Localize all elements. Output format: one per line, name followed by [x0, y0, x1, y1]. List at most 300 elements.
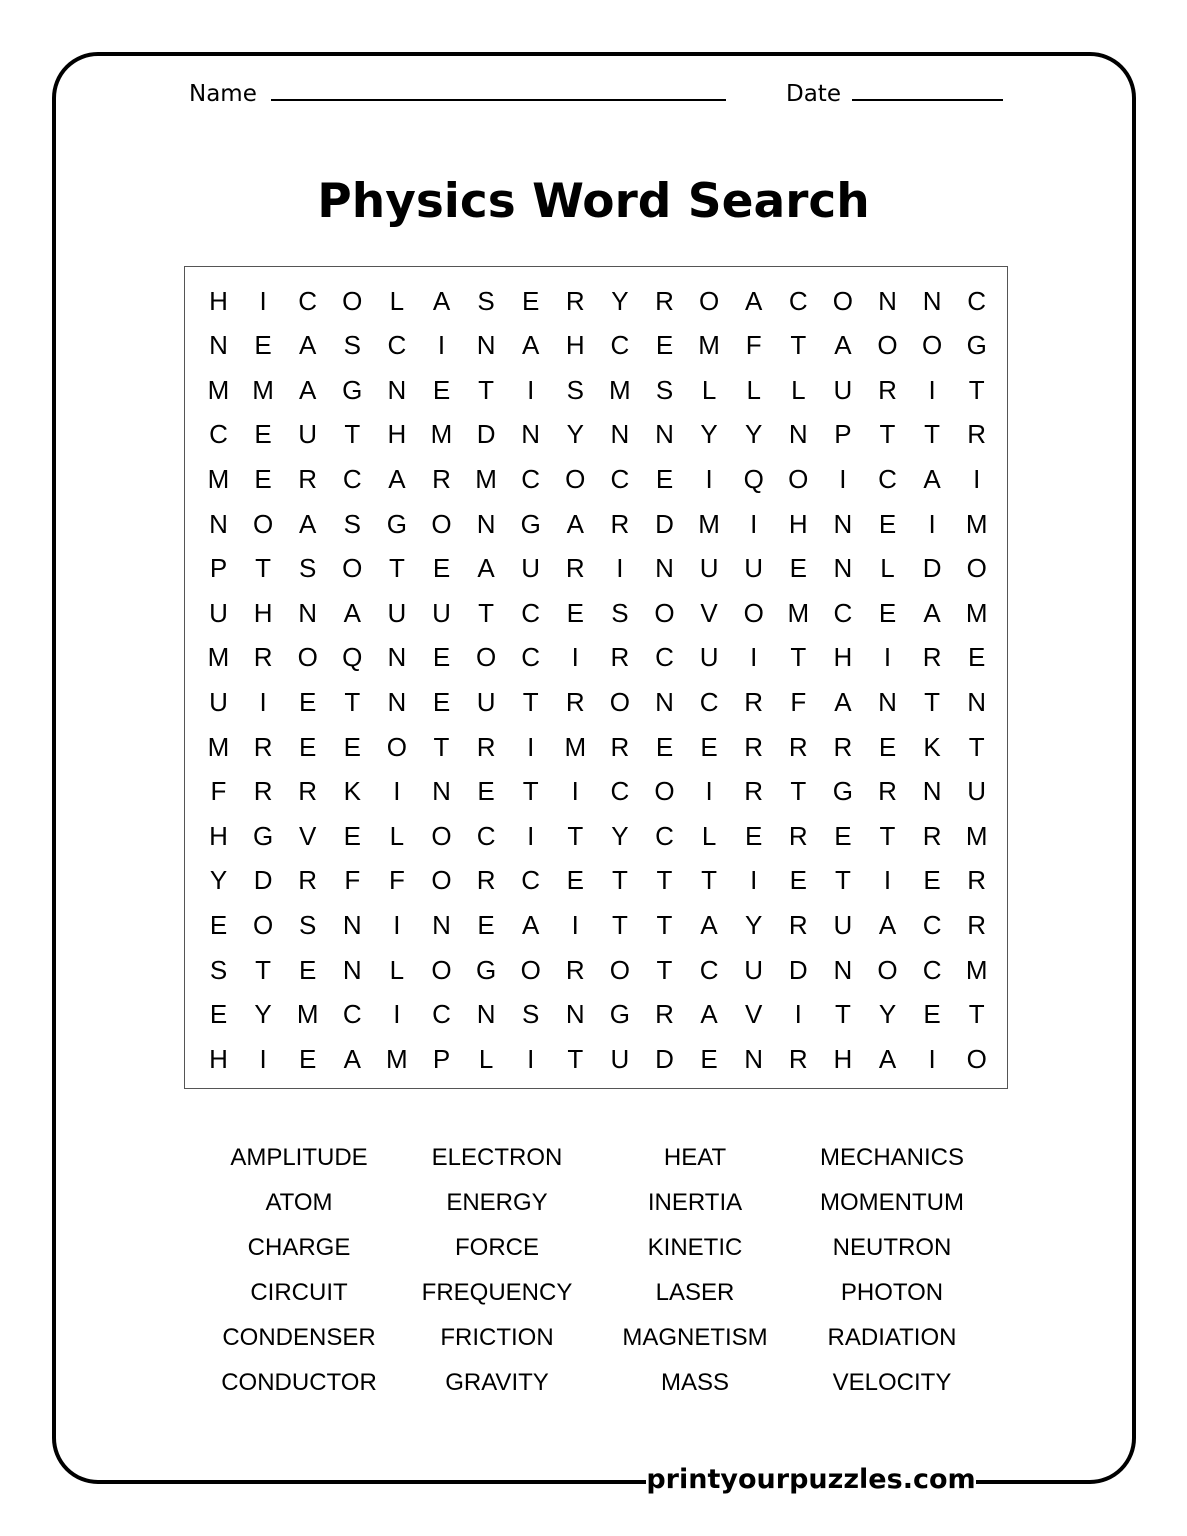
grid-letter[interactable]: C [521, 642, 541, 673]
grid-letter[interactable]: S [299, 553, 317, 584]
grid-letter[interactable]: I [437, 330, 446, 361]
grid-letter[interactable]: C [610, 463, 630, 494]
grid-letter[interactable]: C [342, 999, 362, 1030]
grid-letter[interactable]: N [655, 553, 674, 584]
grid-letter[interactable]: O [609, 954, 630, 985]
grid-letter[interactable]: G [520, 508, 541, 539]
grid-letter[interactable]: P [432, 1043, 451, 1074]
grid-letter[interactable]: R [878, 776, 897, 807]
grid-letter[interactable]: E [299, 954, 317, 985]
grid-letter[interactable]: A [299, 374, 317, 405]
grid-letter[interactable]: O [565, 463, 586, 494]
grid-letter[interactable]: U [209, 686, 228, 717]
grid-letter[interactable]: U [476, 686, 496, 717]
grid-letter[interactable]: N [655, 686, 674, 717]
grid-letter[interactable]: O [431, 954, 452, 985]
grid-letter[interactable]: R [476, 865, 496, 896]
grid-letter[interactable]: V [299, 820, 317, 851]
grid-letter[interactable]: C [699, 686, 719, 717]
grid-letter[interactable]: A [388, 463, 406, 494]
grid-letter[interactable]: R [476, 731, 496, 762]
grid-letter[interactable]: E [789, 865, 807, 896]
grid-letter[interactable]: E [477, 909, 495, 940]
grid-letter[interactable]: E [432, 374, 451, 405]
grid-letter[interactable]: G [342, 374, 363, 405]
grid-letter[interactable]: U [744, 553, 764, 584]
grid-letter[interactable]: T [834, 999, 851, 1030]
grid-letter[interactable]: T [790, 330, 807, 361]
grid-letter[interactable]: R [253, 642, 273, 673]
grid-letter[interactable]: I [393, 909, 401, 940]
grid-letter[interactable]: N [209, 330, 228, 361]
grid-letter[interactable]: T [656, 954, 673, 985]
grid-letter[interactable]: I [705, 463, 713, 494]
grid-letter[interactable]: O [877, 954, 898, 985]
grid-letter[interactable]: Y [611, 820, 629, 851]
grid-letter[interactable]: N [878, 686, 897, 717]
grid-letter[interactable]: N [521, 419, 541, 450]
grid-letter[interactable]: Y [745, 419, 763, 450]
grid-letter[interactable]: O [520, 954, 541, 985]
grid-letter[interactable]: A [522, 330, 540, 361]
grid-letter[interactable]: C [655, 820, 674, 851]
grid-letter[interactable]: C [521, 463, 541, 494]
grid-letter[interactable]: I [259, 285, 267, 316]
grid-letter[interactable]: V [745, 999, 763, 1030]
grid-letter[interactable]: T [968, 374, 985, 405]
grid-letter[interactable]: O [832, 285, 853, 316]
grid-letter[interactable]: E [254, 463, 272, 494]
grid-letter[interactable]: O [966, 1043, 987, 1074]
grid-letter[interactable]: A [299, 330, 317, 361]
grid-letter[interactable]: O [297, 642, 318, 673]
grid-letter[interactable]: I [259, 1043, 267, 1074]
grid-letter[interactable]: F [210, 776, 227, 807]
grid-letter[interactable]: A [432, 285, 451, 316]
grid-letter[interactable]: R [610, 731, 630, 762]
grid-letter[interactable]: O [342, 285, 363, 316]
grid-letter[interactable]: C [610, 776, 630, 807]
grid-letter[interactable]: S [655, 374, 674, 405]
grid-letter[interactable]: K [923, 731, 941, 762]
grid-letter[interactable]: I [928, 1043, 936, 1074]
grid-letter[interactable]: N [744, 1043, 764, 1074]
grid-letter[interactable]: M [965, 597, 988, 628]
grid-letter[interactable]: I [259, 686, 267, 717]
grid-letter[interactable]: E [655, 330, 674, 361]
grid-letter[interactable]: C [521, 597, 541, 628]
grid-letter[interactable]: L [389, 820, 405, 851]
grid-letter[interactable]: R [565, 686, 585, 717]
grid-letter[interactable]: N [788, 419, 808, 450]
grid-letter[interactable]: T [924, 686, 941, 717]
grid-letter[interactable]: E [209, 999, 228, 1030]
grid-letter[interactable]: O [877, 330, 898, 361]
grid-letter[interactable]: U [699, 553, 719, 584]
grid-letter[interactable]: A [477, 553, 495, 584]
grid-letter[interactable]: U [833, 909, 853, 940]
grid-letter[interactable]: H [209, 285, 228, 316]
grid-letter[interactable]: N [833, 553, 853, 584]
grid-letter[interactable]: T [701, 865, 718, 896]
grid-letter[interactable]: R [833, 731, 853, 762]
grid-letter[interactable]: I [928, 508, 936, 539]
grid-letter[interactable]: O [431, 820, 452, 851]
grid-letter[interactable]: U [744, 954, 764, 985]
grid-letter[interactable]: I [527, 1043, 535, 1074]
grid-letter[interactable]: C [610, 330, 630, 361]
grid-letter[interactable]: I [883, 865, 892, 896]
grid-letter[interactable]: Y [878, 999, 897, 1030]
grid-letter[interactable]: N [342, 909, 362, 940]
grid-letter[interactable]: T [790, 642, 807, 673]
grid-letter[interactable]: O [475, 642, 497, 673]
grid-letter[interactable]: M [965, 820, 988, 851]
grid-letter[interactable]: T [433, 731, 450, 762]
grid-letter[interactable]: N [878, 285, 897, 316]
grid-letter[interactable]: T [790, 776, 807, 807]
grid-letter[interactable]: N [432, 909, 451, 940]
grid-letter[interactable]: O [654, 597, 675, 628]
grid-letter[interactable]: G [832, 776, 853, 807]
grid-letter[interactable]: Q [342, 642, 363, 673]
grid-letter[interactable]: T [344, 419, 361, 450]
grid-letter[interactable]: T [522, 776, 539, 807]
grid-letter[interactable]: N [922, 285, 942, 316]
grid-letter[interactable]: N [476, 508, 496, 539]
grid-letter[interactable]: T [255, 553, 272, 584]
grid-letter[interactable]: L [701, 820, 717, 851]
grid-letter[interactable]: I [571, 642, 579, 673]
grid-letter[interactable]: O [921, 330, 943, 361]
grid-letter[interactable]: Y [745, 909, 763, 940]
grid-letter[interactable]: T [388, 553, 405, 584]
grid-letter[interactable]: T [656, 865, 673, 896]
grid-letter[interactable]: E [432, 686, 451, 717]
grid-letter[interactable]: I [883, 642, 892, 673]
grid-letter[interactable]: E [209, 909, 228, 940]
grid-letter[interactable]: C [922, 954, 942, 985]
grid-letter[interactable]: S [209, 954, 228, 985]
grid-letter[interactable]: I [750, 865, 758, 896]
grid-letter[interactable]: H [209, 820, 228, 851]
grid-letter[interactable]: I [571, 776, 579, 807]
grid-letter[interactable]: M [787, 597, 810, 628]
grid-letter[interactable]: E [432, 642, 451, 673]
grid-letter[interactable]: I [839, 463, 847, 494]
grid-letter[interactable]: I [973, 463, 981, 494]
grid-letter[interactable]: M [207, 374, 230, 405]
grid-letter[interactable]: C [298, 285, 318, 316]
grid-letter[interactable]: S [343, 330, 361, 361]
grid-letter[interactable]: G [966, 330, 987, 361]
grid-letter[interactable]: N [387, 686, 407, 717]
grid-letter[interactable]: L [880, 553, 895, 584]
grid-letter[interactable]: O [386, 731, 407, 762]
grid-letter[interactable]: Q [743, 463, 764, 494]
grid-letter[interactable]: E [432, 553, 451, 584]
grid-letter[interactable]: F [745, 330, 762, 361]
grid-letter[interactable]: V [700, 597, 718, 628]
grid-letter[interactable]: R [298, 776, 318, 807]
grid-letter[interactable]: N [342, 954, 362, 985]
grid-letter[interactable]: O [252, 508, 274, 539]
grid-letter[interactable]: I [527, 820, 535, 851]
grid-letter[interactable]: U [699, 642, 719, 673]
grid-letter[interactable]: R [788, 820, 808, 851]
grid-letter[interactable]: U [967, 776, 987, 807]
grid-letter[interactable]: E [968, 642, 986, 673]
grid-letter[interactable]: C [387, 330, 407, 361]
grid-letter[interactable]: R [788, 1043, 808, 1074]
grid-letter[interactable]: E [700, 731, 718, 762]
grid-letter[interactable]: H [209, 1043, 228, 1074]
grid-letter[interactable]: R [922, 820, 942, 851]
grid-letter[interactable]: O [431, 865, 452, 896]
grid-letter[interactable]: E [254, 330, 272, 361]
grid-letter[interactable]: I [750, 508, 758, 539]
grid-letter[interactable]: M [252, 374, 274, 405]
grid-letter[interactable]: R [432, 463, 451, 494]
grid-letter[interactable]: E [655, 463, 674, 494]
grid-letter[interactable]: R [788, 909, 808, 940]
grid-letter[interactable]: E [700, 1043, 718, 1074]
grid-letter[interactable]: M [609, 374, 631, 405]
grid-letter[interactable]: N [565, 999, 585, 1030]
grid-letter[interactable]: N [967, 686, 987, 717]
grid-letter[interactable]: U [387, 597, 407, 628]
grid-letter[interactable]: R [610, 508, 630, 539]
grid-letter[interactable]: A [878, 909, 897, 940]
grid-letter[interactable]: M [475, 463, 497, 494]
grid-letter[interactable]: A [923, 597, 941, 628]
grid-letter[interactable]: A [522, 909, 540, 940]
grid-letter[interactable]: O [431, 508, 452, 539]
grid-letter[interactable]: C [432, 999, 451, 1030]
grid-letter[interactable]: R [967, 909, 987, 940]
grid-letter[interactable]: E [522, 285, 540, 316]
grid-letter[interactable]: R [878, 374, 897, 405]
grid-letter[interactable]: O [342, 553, 363, 584]
grid-letter[interactable]: H [565, 330, 585, 361]
grid-letter[interactable]: A [566, 508, 584, 539]
grid-letter[interactable]: H [788, 508, 808, 539]
name-line[interactable] [271, 99, 726, 101]
grid-letter[interactable]: T [611, 909, 628, 940]
grid-letter[interactable]: T [478, 374, 495, 405]
grid-letter[interactable]: I [393, 999, 401, 1030]
grid-letter[interactable]: U [610, 1043, 630, 1074]
grid-letter[interactable]: D [253, 865, 273, 896]
grid-letter[interactable]: A [878, 1043, 897, 1074]
grid-letter[interactable]: T [567, 820, 584, 851]
grid-letter[interactable]: A [299, 508, 317, 539]
grid-letter[interactable]: N [298, 597, 318, 628]
grid-letter[interactable]: E [655, 731, 674, 762]
grid-letter[interactable]: Y [700, 419, 718, 450]
grid-letter[interactable]: D [788, 954, 808, 985]
grid-letter[interactable]: T [656, 909, 673, 940]
grid-letter[interactable]: M [698, 330, 720, 361]
grid-letter[interactable]: R [565, 553, 585, 584]
date-line[interactable] [852, 99, 1003, 101]
grid-letter[interactable]: E [299, 1043, 317, 1074]
grid-letter[interactable]: S [477, 285, 495, 316]
grid-letter[interactable]: N [833, 508, 853, 539]
grid-letter[interactable]: E [299, 731, 317, 762]
grid-letter[interactable]: D [655, 508, 674, 539]
grid-letter[interactable]: U [521, 553, 541, 584]
grid-letter[interactable]: C [521, 865, 541, 896]
grid-letter[interactable]: A [700, 999, 718, 1030]
grid-letter[interactable]: T [522, 686, 539, 717]
grid-letter[interactable]: N [922, 776, 942, 807]
grid-letter[interactable]: E [878, 508, 897, 539]
grid-letter[interactable]: D [655, 1043, 674, 1074]
grid-letter[interactable]: T [255, 954, 272, 985]
grid-letter[interactable]: R [253, 731, 273, 762]
grid-letter[interactable]: M [207, 463, 230, 494]
grid-letter[interactable]: E [878, 731, 897, 762]
grid-letter[interactable]: H [833, 1043, 853, 1074]
grid-letter[interactable]: F [790, 686, 807, 717]
grid-letter[interactable]: N [387, 642, 407, 673]
grid-letter[interactable]: N [655, 419, 674, 450]
grid-letter[interactable]: I [527, 374, 535, 405]
grid-letter[interactable]: S [566, 374, 584, 405]
grid-letter[interactable]: M [564, 731, 587, 762]
grid-letter[interactable]: R [253, 776, 273, 807]
grid-letter[interactable]: L [389, 954, 405, 985]
grid-letter[interactable]: T [924, 419, 941, 450]
grid-letter[interactable]: N [209, 508, 228, 539]
grid-letter[interactable]: C [209, 419, 228, 450]
grid-letter[interactable]: S [299, 909, 317, 940]
grid-letter[interactable]: A [834, 686, 852, 717]
grid-letter[interactable]: Y [611, 285, 629, 316]
grid-letter[interactable]: O [698, 285, 720, 316]
grid-letter[interactable]: I [794, 999, 802, 1030]
grid-letter[interactable]: C [788, 285, 808, 316]
grid-letter[interactable]: O [654, 776, 675, 807]
grid-letter[interactable]: H [833, 642, 853, 673]
grid-letter[interactable]: R [744, 686, 764, 717]
grid-letter[interactable]: E [343, 731, 361, 762]
grid-letter[interactable]: R [565, 954, 585, 985]
grid-letter[interactable]: C [699, 954, 719, 985]
grid-letter[interactable]: L [791, 374, 806, 405]
grid-letter[interactable]: E [343, 820, 361, 851]
grid-letter[interactable]: E [477, 776, 495, 807]
grid-letter[interactable]: I [928, 374, 936, 405]
grid-letter[interactable]: U [432, 597, 451, 628]
grid-letter[interactable]: H [387, 419, 407, 450]
grid-letter[interactable]: M [207, 642, 230, 673]
grid-letter[interactable]: Y [566, 419, 584, 450]
grid-letter[interactable]: O [966, 553, 987, 584]
grid-letter[interactable]: L [746, 374, 761, 405]
grid-letter[interactable]: M [698, 508, 720, 539]
grid-letter[interactable]: C [476, 820, 496, 851]
grid-letter[interactable]: E [878, 597, 897, 628]
grid-letter[interactable]: C [878, 463, 897, 494]
grid-letter[interactable]: S [611, 597, 629, 628]
grid-letter[interactable]: T [879, 820, 896, 851]
grid-letter[interactable]: E [923, 999, 941, 1030]
grid-letter[interactable]: T [879, 419, 896, 450]
grid-letter[interactable]: K [343, 776, 361, 807]
grid-letter[interactable]: M [207, 731, 230, 762]
grid-letter[interactable]: N [833, 954, 853, 985]
grid-letter[interactable]: I [705, 776, 713, 807]
grid-letter[interactable]: R [744, 776, 764, 807]
grid-letter[interactable]: R [655, 285, 674, 316]
grid-letter[interactable]: N [432, 776, 451, 807]
grid-letter[interactable]: C [342, 463, 362, 494]
grid-letter[interactable]: I [527, 731, 535, 762]
grid-letter[interactable]: F [344, 865, 361, 896]
grid-letter[interactable]: S [522, 999, 540, 1030]
grid-letter[interactable]: E [566, 597, 584, 628]
grid-letter[interactable]: O [252, 909, 274, 940]
grid-letter[interactable]: U [833, 374, 853, 405]
grid-letter[interactable]: A [834, 330, 852, 361]
grid-letter[interactable]: Y [254, 999, 272, 1030]
grid-letter[interactable]: I [616, 553, 624, 584]
grid-letter[interactable]: G [475, 954, 497, 985]
grid-letter[interactable]: C [655, 642, 674, 673]
grid-letter[interactable]: C [967, 285, 987, 316]
grid-letter[interactable]: R [565, 285, 585, 316]
grid-letter[interactable]: T [478, 597, 495, 628]
grid-letter[interactable]: R [298, 865, 318, 896]
grid-letter[interactable]: R [298, 463, 318, 494]
grid-letter[interactable]: H [253, 597, 273, 628]
grid-letter[interactable]: P [834, 419, 852, 450]
grid-letter[interactable]: O [743, 597, 764, 628]
grid-letter[interactable]: M [965, 954, 988, 985]
grid-letter[interactable]: T [611, 865, 628, 896]
grid-letter[interactable]: L [701, 374, 717, 405]
grid-letter[interactable]: C [833, 597, 853, 628]
grid-letter[interactable]: E [566, 865, 584, 896]
grid-letter[interactable]: D [922, 553, 942, 584]
grid-letter[interactable]: R [610, 642, 630, 673]
grid-letter[interactable]: T [834, 865, 851, 896]
grid-letter[interactable]: G [252, 820, 274, 851]
grid-letter[interactable]: U [209, 597, 228, 628]
grid-letter[interactable]: I [393, 776, 401, 807]
grid-letter[interactable]: R [967, 419, 987, 450]
grid-letter[interactable]: N [476, 330, 496, 361]
grid-letter[interactable]: T [968, 731, 985, 762]
grid-letter[interactable]: R [967, 865, 987, 896]
grid-letter[interactable]: L [389, 285, 405, 316]
grid-letter[interactable]: A [343, 597, 361, 628]
grid-letter[interactable]: A [923, 463, 941, 494]
grid-letter[interactable]: E [745, 820, 763, 851]
grid-letter[interactable]: O [609, 686, 630, 717]
grid-letter[interactable]: N [476, 999, 496, 1030]
grid-letter[interactable]: I [750, 642, 758, 673]
grid-letter[interactable]: E [923, 865, 941, 896]
grid-letter[interactable]: O [788, 463, 809, 494]
grid-letter[interactable]: T [344, 686, 361, 717]
grid-letter[interactable]: N [387, 374, 407, 405]
grid-letter[interactable]: E [834, 820, 852, 851]
grid-letter[interactable]: G [609, 999, 630, 1030]
grid-letter[interactable]: P [209, 553, 228, 584]
